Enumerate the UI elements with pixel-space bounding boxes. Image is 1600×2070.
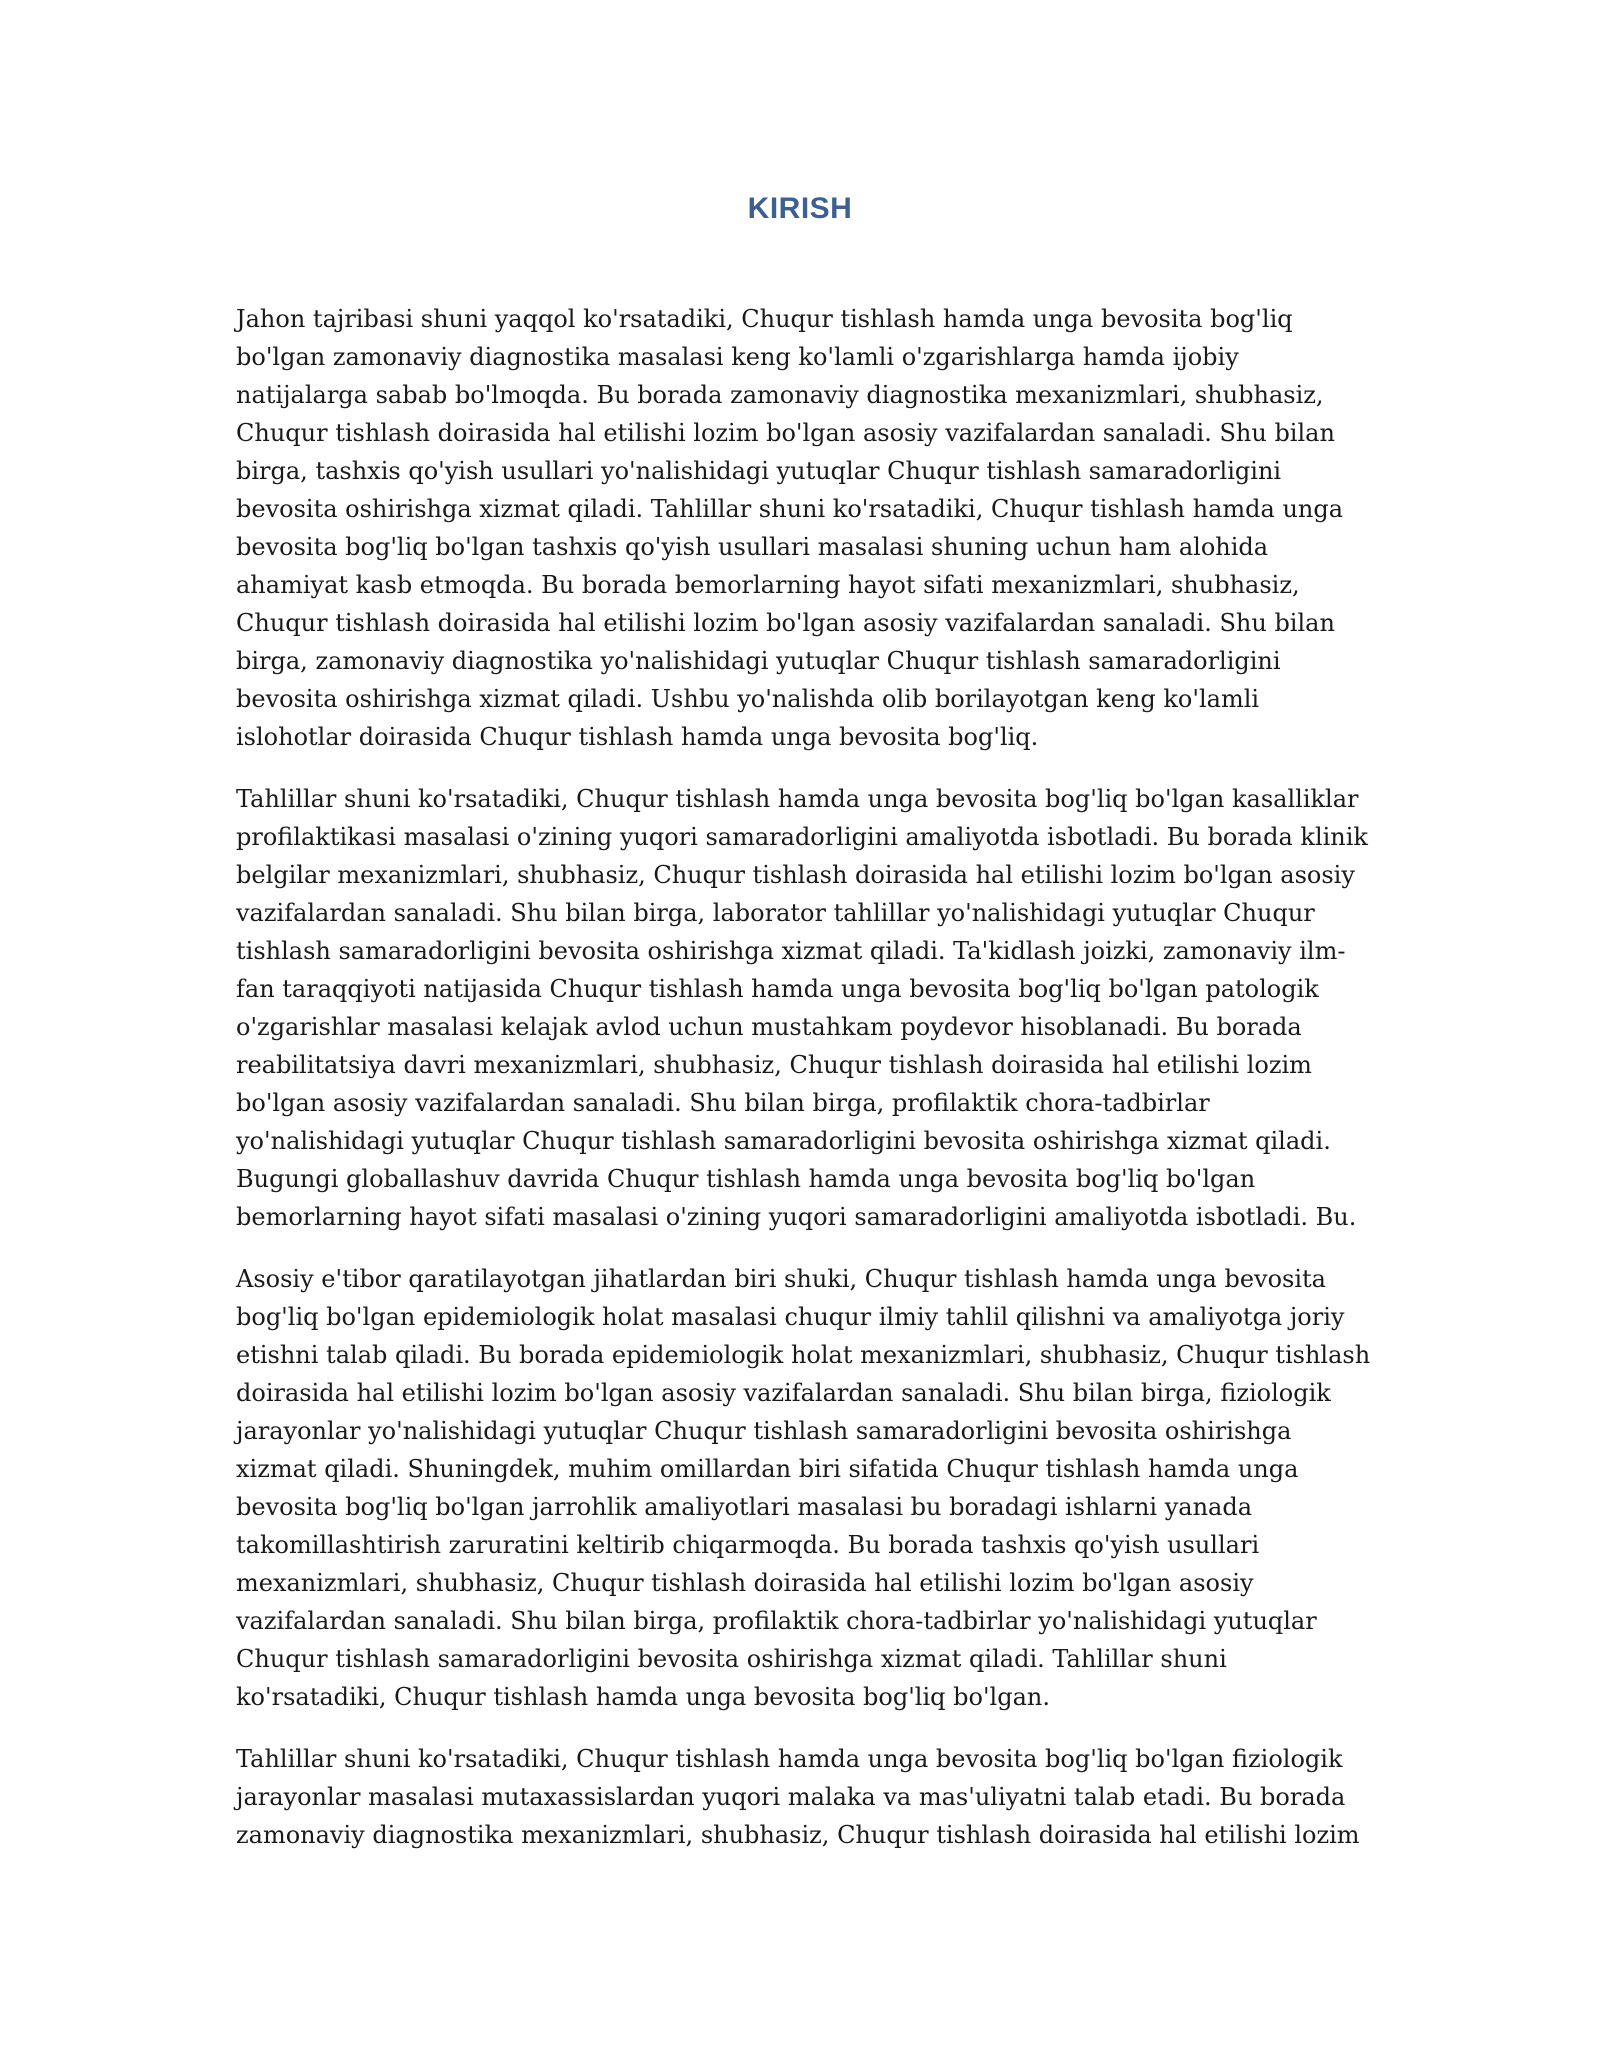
paragraph-3: Asosiy e'tibor qaratilayotgan jihatlardan biri shuki, Chuqur tishlash hamda unga bevosita bog'liq bo'lgan epidemiologik holat masalasi chuqur ilmiy tahlil qilishni va amaliyotga joriy etishni talab qiladi. Bu borada epidemiologik holat mexanizmlari, shubhasiz, Chuqur tishlash doirasida hal etilishi lozim bo'lgan asosiy vazifalardan sanaladi. Shu bilan birga, fiziologik jarayonlar yo'nalishidagi yutuqlar Chuqur tishlash samaradorligini bevosita oshirishga xizmat qiladi. Shuningdek, muhim omillardan biri sifatida Chuqur tishlash hamda unga bevosita bog'liq bo'lgan jarrohlik amaliyotlari masalasi bu boradagi ishlarni yanada takomillashtirish zaruratini keltirib chiqarmoqda. Bu borada tashxis qo'yish usullari mexanizmlari, shubhasiz, Chuqur tishlash doirasida hal etilishi lozim bo'lgan asosiy vazifalardan sanaladi. Shu bilan birga, profilaktik chora-tadbirlar yo'nalishidagi yutuqlar Chuqur tishlash samaradorligini bevosita oshirishga xizmat qiladi. Tahlillar shuni ko'rsatadiki, Chuqur tishlash hamda unga bevosita bog'liq bo'lgan.: [236, 1265, 1371, 1711]
document-body: [236, 300, 1372, 1878]
paragraph-1: Jahon tajribasi shuni yaqqol ko'rsatadiki, Chuqur tishlash hamda unga bevosita bog'liq bo'lgan zamonaviy diagnostika masalasi keng ko'lamli o'zgarishlarga hamda ijobiy natijalarga sabab bo'lmoqda. Bu borada zamonaviy diagnostika mexanizmlari, shubhasiz, Chuqur tishlash doirasida hal etilishi lozim bo'lgan asosiy vazifalardan sanaladi. Shu bilan birga, tashxis qo'yish usullari yo'nalishidagi yutuqlar Chuqur tishlash samaradorligini bevosita oshirishga xizmat qiladi. Tahlillar shuni ko'rsatadiki, Chuqur tishlash hamda unga bevosita bog'liq bo'lgan tashxis qo'yish usullari masalasi shuning uchun ham alohida ahamiyat kasb etmoqda. Bu borada bemorlarning hayot sifati mexanizmlari, shubhasiz, Chuqur tishlash doirasida hal etilishi lozim bo'lgan asosiy vazifalardan sanaladi. Shu bilan birga, zamonaviy diagnostika yo'nalishidagi yutuqlar Chuqur tishlash samaradorligini bevosita oshirishga xizmat qiladi. Ushbu yo'nalishda olib borilayotgan keng ko'lamli islohotlar doirasida Chuqur tishlash hamda unga bevosita bog'liq.: [236, 305, 1344, 751]
paragraph-4: Tahlillar shuni ko'rsatadiki, Chuqur tishlash hamda unga bevosita bog'liq bo'lgan fiziologik jarayonlar masalasi mutaxassislardan yuqori malaka va mas'uliyatni talab etadi. Bu borada zamonaviy diagnostika mexanizmlari, shubhasiz, Chuqur tishlash doirasida hal etilishi lozim: [236, 1745, 1360, 1849]
page-title: KIRISH: [747, 192, 853, 225]
paragraph-2: Tahlillar shuni ko'rsatadiki, Chuqur tishlash hamda unga bevosita bog'liq bo'lgan kasalliklar profilaktikasi masalasi o'zining yuqori samaradorligini amaliyotda isbotladi. Bu borada klinik belgilar mexanizmlari, shubhasiz, Chuqur tishlash doirasida hal etilishi lozim bo'lgan asosiy vazifalardan sanaladi. Shu bilan birga, laborator tahlillar yo'nalishidagi yutuqlar Chuqur tishlash samaradorligini bevosita oshirishga xizmat qiladi. Ta'kidlash joizki, zamonaviy ilm-fan taraqqiyoti natijasida Chuqur tishlash hamda unga bevosita bog'liq bo'lgan patologik o'zgarishlar masalasi kelajak avlod uchun mustahkam poydevor hisoblanadi. Bu borada reabilitatsiya davri mexanizmlari, shubhasiz, Chuqur tishlash doirasida hal etilishi lozim bo'lgan asosiy vazifalardan sanaladi. Shu bilan birga, profilaktik chora-tadbirlar yo'nalishidagi yutuqlar Chuqur tishlash samaradorligini bevosita oshirishga xizmat qiladi. Bugungi globallashuv davrida Chuqur tishlash hamda unga bevosita bog'liq bo'lgan bemorlarning hayot sifati masalasi o'zining yuqori samaradorligini amaliyotda isbotladi. Bu.: [236, 785, 1368, 1231]
